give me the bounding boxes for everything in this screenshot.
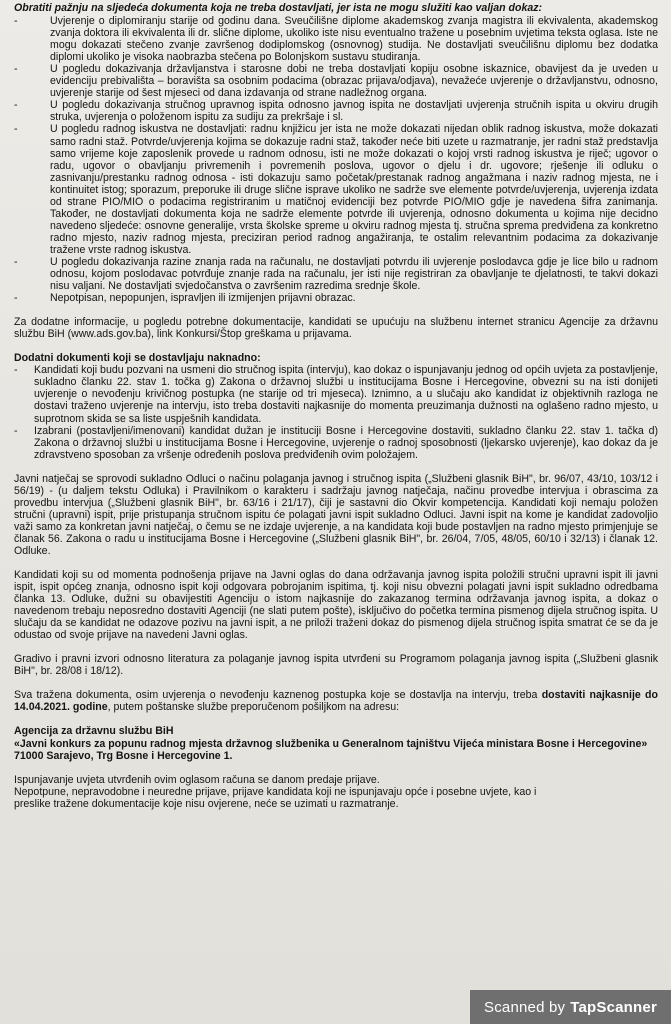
info-paragraph: Za dodatne informacije, u pogledu potrebne dokumentacije, kandidati se upućuju na službenu internet stranicu Agencije za državnu službu BiH (www.ads.gov.ba), link Konkursi/Štop greškama u prijavama.	[14, 316, 658, 341]
document-body	[14, 2, 658, 810]
bullet-dash: -	[14, 424, 18, 437]
list-item	[14, 292, 658, 304]
footer-line: Ispunjavanje uvjeta utvrđenih ovim oglasom računa se danom predaje prijave.	[14, 773, 380, 786]
list-item	[14, 63, 658, 99]
bullet-dash: -	[14, 364, 18, 377]
deadline-post: , putem poštanske službe preporučenom pošiljkom na adresu:	[107, 701, 400, 714]
bullet-dash: -	[14, 123, 18, 136]
excluded-documents-list	[14, 15, 658, 304]
bullet-dash: -	[14, 255, 18, 268]
watermark-brand: TapScanner	[570, 998, 657, 1016]
bullet-dash: -	[14, 292, 18, 305]
list-item-text: Izabrani (postavljeni/imenovani) kandidat dužan je instituciji Bosne i Hercegovine dostaviti, sukladno članku 22. stav 1. tačka d) Zakona o državnoj službi u institucijama Bosne i Hercegovine, uvjerenje o radnoj sposobnosti (ljekarsko uvjerenje), kao dokaz da je zdravstveno sposoban za vršenje određenih poslova predviđenih ovim položajem.	[34, 424, 658, 461]
address-agency: Agencija za državnu službu BiH	[14, 725, 174, 738]
address-city: 71000 Sarajevo, Trg Bosne i Hercegovine 1.	[14, 749, 233, 762]
list-item-text: Kandidati koji budu pozvani na usmeni dio stručnog ispita (intervju), kao dokaz o ispunjavanju jednog od općih uvjeta za postavljenje, sukladno članku 22. stav 1. točka g) Zakona o državnoj službi u institucijama Bosne i Hercegovine, obvezni su na isti donijeti uvjerenje o nevođenju krivičnog postupka (ne starije od tri mjeseca). Iznimno, a u slučaju ako kandidat iz objektivnih razloga ne dostavi traženo uvjerenje na intervju, isto treba dostaviti najkasnije do momenta preuzimanja dužnosti na oglašeno radno mjesto, u suprotnom skida se sa liste uspješnih kandidata.	[34, 364, 658, 425]
header-note: Obratiti pažnju na sljedeća dokumenta koja ne treba dostavljati, jer ista ne mogu služiti kao valjan dokaz:	[14, 2, 543, 14]
exam-paragraph: Javni natječaj se sprovodi sukladno Odluci o načinu polaganja javnog i stručnog ispita („Službeni glasnik BiH", br. 96/07, 43/10, 103/12 i 56/19) - (u daljem tekstu Odluka) i Pravilnikom o karakteru i sadržaju javnog natječaja, načinu provedbe intervjua i obrascima za provedbu intervjua („Službeni glasnik BiH", br. 63/16 i 21/17), čiji je sastavni dio Okvir kompetencija. Kandidati koji nemaju položen stručni (upravni) ispit, prije pristupanja stručnom ispitu će polagati javni ispit sukladno Odluci. Javni ispit na kome je kandidat zadovoljio važi samo za konkretan javni natječaj, o čemu se ne izdaje uvjerenje, a na kandidata koji bude postavljen na radno mjesto primjenjuje se članak 56. Zakona o radu u institucijama Bosne i Hercegovine („Službeni glasnik BiH", br. 26/04, 7/05, 48/05, 60/10 i 32/13) i članak 12. Odluke.	[14, 472, 658, 557]
deadline-paragraph	[14, 689, 658, 713]
deadline-pre: Sva tražena dokumenta, osim uvjerenja o nevođenju kaznenog postupka koje se dostavlja na intervju, treba	[14, 689, 542, 702]
bullet-dash: -	[14, 63, 18, 76]
list-item-text: U pogledu radnog iskustva ne dostavljati: radnu knjižicu jer ista ne može dokazati nijedan oblik radnog iskustva, može dokazati samo radni staž. Potvrde/uvjerenja kojima se dokazuje radni staž, također neće biti uzete u razmatranje, jer radni staž predstavlja samo vrijeme koje zaposlenik provede u radnom odnosu, isti ne može dokazati o kojoj vrsti radnog iskustva je riječ; ugovor o radu, ugovor o obavljanju privremenih i povremenih poslova, ugovor o djelu i dr. ugovore; rješenje ili odluku o zasnivanju/prestanku radnog odnosa - isti dokazuju samo početak/prestanak radnog angažmana i naziv radnog mjesta, ne i kontinuitet istog; sporazum, preporuke ili druge slične isprave ukoliko ne sadrže sve elemente potvrde/uvjerenja, uvjerenja izdata od strane PIO/MIO o podacima registriranim u matičnoj evidenciji bez potvrde PIO/MIO gdje je navedena šifra zanimanja. Također, ne dostavljati dokumenta koja ne sadrže elemente potvrde ili uvjerenja, odnosno dokumenta u kojima nije decidno navedeno sljedeće: osnovne generalije, vrsta školske spreme u okviru radnog mjesta tj. stručna sprema predviđena za konkretno radno mjesto, naziv radnog mjesta, preciziran period radnog angažiranja, te ostalim relevantnim podacima za dokazivanje tražene vrste radnog iskustva.	[50, 123, 658, 256]
deadline-date: dostaviti najkasnije do 14.04.2021. godine	[14, 689, 658, 714]
list-item-text: U pogledu dokazivanja državljanstva i starosne dobi ne treba dostavljati kopiju osobne iskaznice, obavijest da je uveden u evidenciju prebivališta – boravišta sa osobnim podacima (obrazac prijava/odjava), nevažeće uvjerenje o državljanstvu, odnosno, uvjerenje starije od šest mjeseci od dana izdavanja od strane nadležnog organa.	[50, 63, 658, 100]
address-subject: «Javni konkurs za popunu radnog mjesta državnog službenika u Generalnom tajništvu Vijeća ministara Bosne i Hercegovine»	[14, 737, 648, 750]
list-item-text: U pogledu dokazivanja stručnog upravnog ispita odnosno javnog ispita ne dostavljati uvjerenja stručnih ispita u okviru drugih struka, uvjerenja o položenom ispitu za sudiju za prekršaje i sl.	[50, 99, 658, 124]
list-item	[14, 364, 658, 424]
watermark-prefix: Scanned by	[484, 998, 566, 1016]
list-item	[14, 256, 658, 292]
list-item	[14, 123, 658, 256]
scanner-watermark	[470, 990, 671, 1024]
list-item-text: U pogledu dokazivanja razine znanja rada na računalu, ne dostavljati potvrdu ili uvjerenje poslodavca gdje je lice bilo u radnom odnosu, kojom poslodavac potvrđuje znanje rada na računalu, jer isti nije registriran za obavljanje te djelatnosti, te takvi dokazi nisu valjani. Ne dostavljati svjedočanstva o završenim razredima srednje škole.	[50, 255, 658, 293]
address-block	[14, 725, 658, 761]
list-item	[14, 15, 658, 63]
footer-line: Nepotpune, nepravodobne i neuredne prijave, prijave kandidata koji ne ispunjavaju opće i posebne uvjete, kao i	[14, 785, 537, 798]
candidates-paragraph: Kandidati koji su od momenta podnošenja prijave na Javni oglas do dana održavanja javnog ispita položili stručni upravni ispit ili javni ispit, ispit općeg znanja, odnosno ispit koji odgovara pobrojanim ispitima, tj. koji nisu obvezni polagati javni ispit sukladno odredbama članka 13. Odluke, dužni su obavijestiti Agenciju o istom najkasnije do zakazanog termina održavanja javnog ispita, a dokaz o navedenom trebaju neposredno dostaviti Agenciji (ne slati putem pošte), isključivo do početka termina pismenog dijela stručnog ispita. U slučaju da se kandidat ne odazove pozivu na javni ispit, a ne priloži traženi dokaz do pismenog dijela stručnog ispita smatrat će se da je odustao od svoje prijave na navedeni Javni oglas.	[14, 569, 658, 642]
additional-documents-title: Dodatni dokumenti koji se dostavljaju naknadno:	[14, 352, 261, 365]
bullet-dash: -	[14, 99, 18, 112]
list-item-text: Uvjerenje o diplomiranju starije od godinu dana. Sveučilišne diplome akademskog zvanja magistra ili ekvivalenta, akademskog zvanja doktora ili ekvivalenta ili dr. slične diplome, ukoliko iste nisu eventualno tražene u posebnim uvjetima teksta oglasa. Iste ne mogu dokazati stečeno zvanje završenog dodiplomskog (osnovnog) studija. Ne dostavljati sveučilišnu diplomu bez dodatka diplomi ukoliko je visoka naobrazba stečena po Bolonjskom sustavu studiranja.	[50, 15, 658, 64]
literature-paragraph: Gradivo i pravni izvori odnosno literatura za polaganje javnog ispita utvrđeni su Programom polaganja javnog ispita („Službeni glasnik BiH", br. 28/08 i 18/12).	[14, 653, 658, 678]
bullet-dash: -	[14, 15, 18, 28]
list-item	[14, 99, 658, 123]
list-item-text: Nepotpisan, nepopunjen, ispravljen ili izmijenjen prijavni obrazac.	[50, 292, 356, 305]
footer-line: preslike tražene dokumentacije koje nisu ovjerene, neće se uzimati u razmatranje.	[14, 797, 399, 810]
list-item	[14, 425, 658, 461]
